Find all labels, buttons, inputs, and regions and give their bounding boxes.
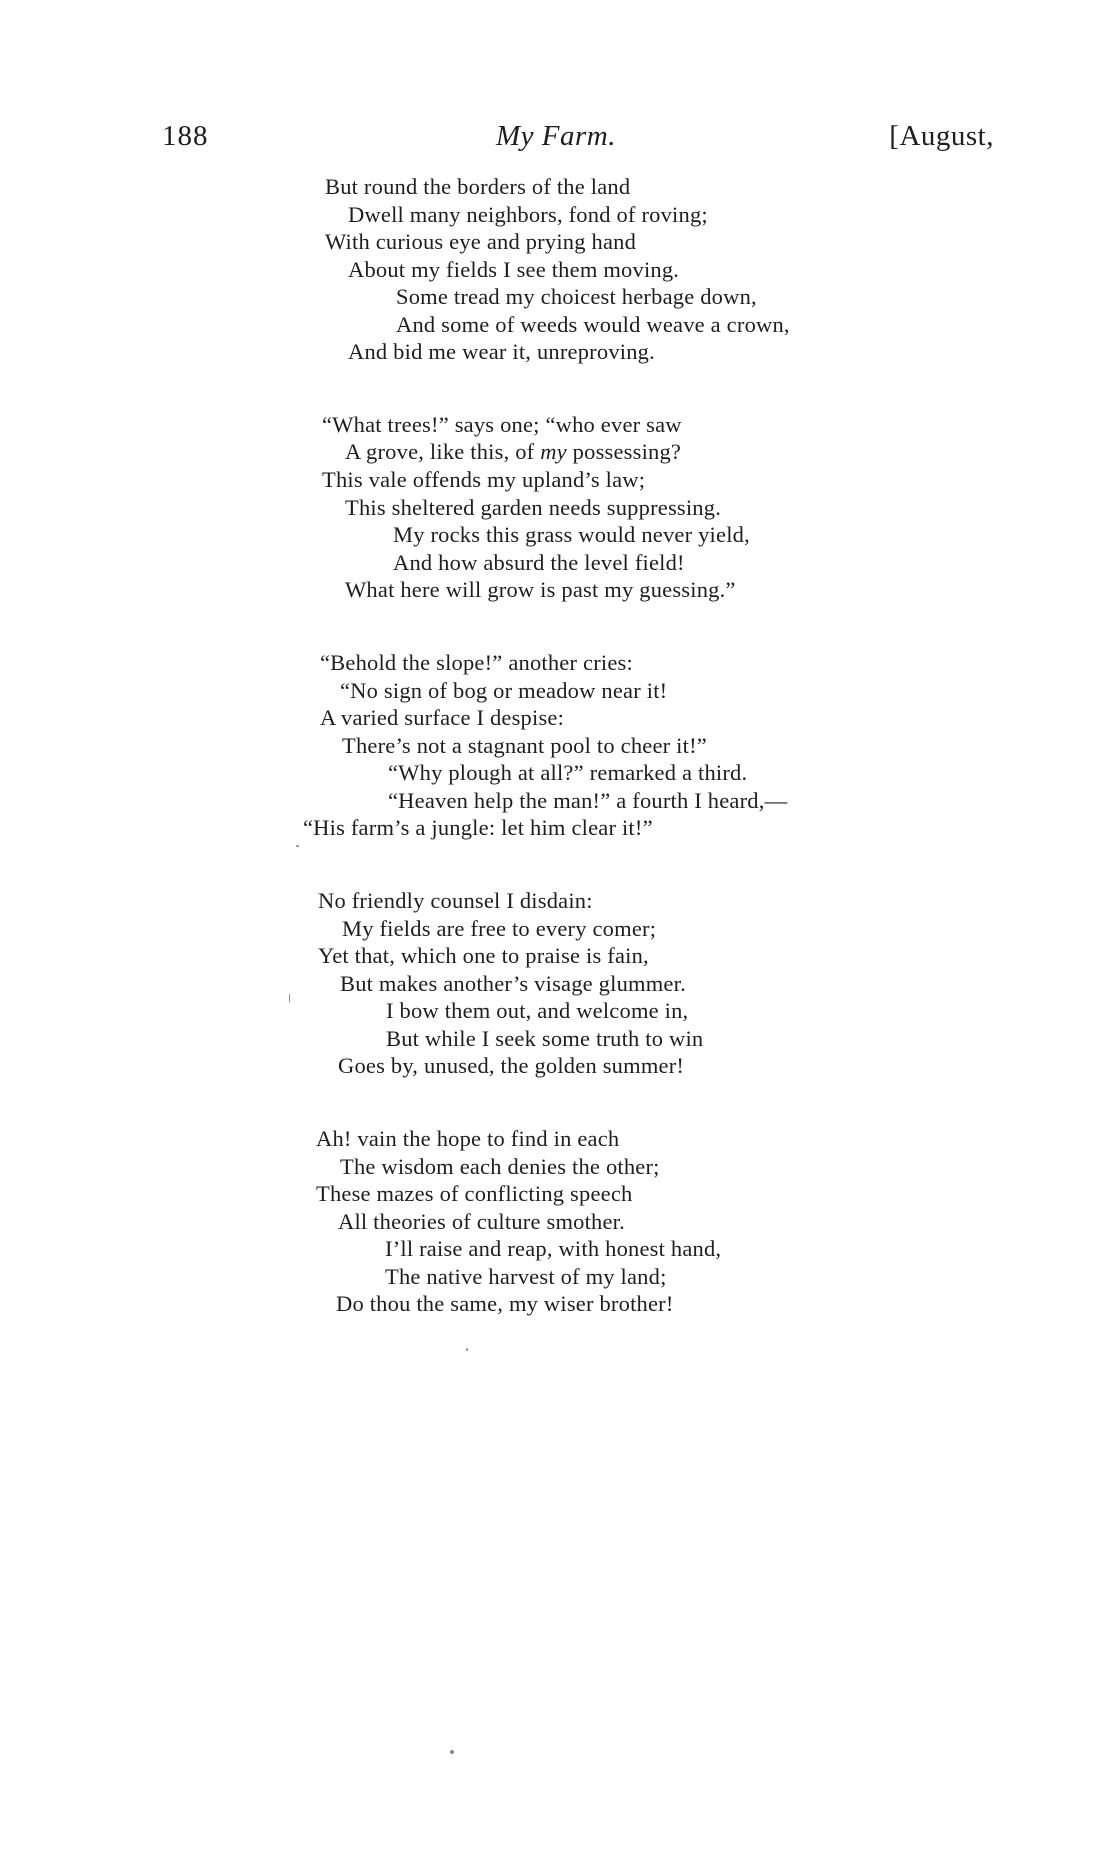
poem-line: With curious eye and prying hand bbox=[325, 229, 637, 254]
poem-line: “His farm’s a jungle: let him clear it!” bbox=[303, 815, 653, 840]
paper-speck bbox=[289, 993, 290, 1003]
page-number: 188 bbox=[162, 120, 209, 152]
page-header bbox=[0, 120, 1112, 160]
poem-line: But makes another’s visage glummer. bbox=[340, 971, 686, 996]
poem-line: “No sign of bog or meadow near it! bbox=[340, 678, 668, 703]
poem-line: I bow them out, and welcome in, bbox=[386, 998, 689, 1023]
emphasis-text: my bbox=[540, 439, 567, 464]
poem-line: This sheltered garden needs suppressing. bbox=[345, 495, 722, 520]
poem-line: What here will grow is past my guessing.” bbox=[345, 577, 736, 602]
poem-line: “What trees!” says one; “who ever saw bbox=[322, 412, 682, 437]
poem-line: Some tread my choicest herbage down, bbox=[396, 284, 757, 309]
poem-line: I’ll raise and reap, with honest hand, bbox=[385, 1236, 722, 1261]
poem-line: Do thou the same, my wiser brother! bbox=[336, 1291, 674, 1316]
poem-line: My rocks this grass would never yield, bbox=[393, 522, 750, 547]
paper-speck bbox=[466, 1348, 468, 1351]
poem-line: This vale offends my upland’s law; bbox=[322, 467, 646, 492]
poem-line: But round the borders of the land bbox=[325, 174, 631, 199]
poem-line: The wisdom each denies the other; bbox=[340, 1154, 660, 1179]
poem-line: There’s not a stagnant pool to cheer it!” bbox=[342, 733, 707, 758]
poem-line: And some of weeds would weave a crown, bbox=[396, 312, 790, 337]
poem-line: All theories of culture smother. bbox=[338, 1209, 625, 1234]
poem-line: The native harvest of my land; bbox=[385, 1264, 667, 1289]
poem-line: About my fields I see them moving. bbox=[348, 257, 680, 282]
poem-line: No friendly counsel I disdain: bbox=[318, 888, 593, 913]
poem-line: But while I seek some truth to win bbox=[386, 1026, 704, 1051]
poem-line: Goes by, unused, the golden summer! bbox=[338, 1053, 685, 1078]
poem-line: “Behold the slope!” another cries: bbox=[320, 650, 633, 675]
poem-line: A grove, like this, of my possessing? bbox=[345, 439, 682, 464]
paper-speck bbox=[450, 1750, 454, 1754]
poem-line: Ah! vain the hope to find in each bbox=[316, 1126, 620, 1151]
poem-line: Dwell many neighbors, fond of roving; bbox=[348, 202, 708, 227]
poem-line: And bid me wear it, unreproving. bbox=[348, 339, 655, 364]
paper-speck bbox=[296, 845, 299, 847]
poem-line: “Heaven help the man!” a fourth I heard,— bbox=[388, 788, 788, 813]
poem-line: And how absurd the level field! bbox=[393, 550, 685, 575]
poem-line: “Why plough at all?” remarked a third. bbox=[388, 760, 748, 785]
running-title: My Farm. bbox=[496, 120, 616, 152]
poem-line: These mazes of conflicting speech bbox=[316, 1181, 633, 1206]
section-date: [August, bbox=[889, 120, 994, 152]
poem-line: My fields are free to every comer; bbox=[342, 916, 657, 941]
poem-line: Yet that, which one to praise is fain, bbox=[318, 943, 649, 968]
poem-line: A varied surface I despise: bbox=[320, 705, 565, 730]
